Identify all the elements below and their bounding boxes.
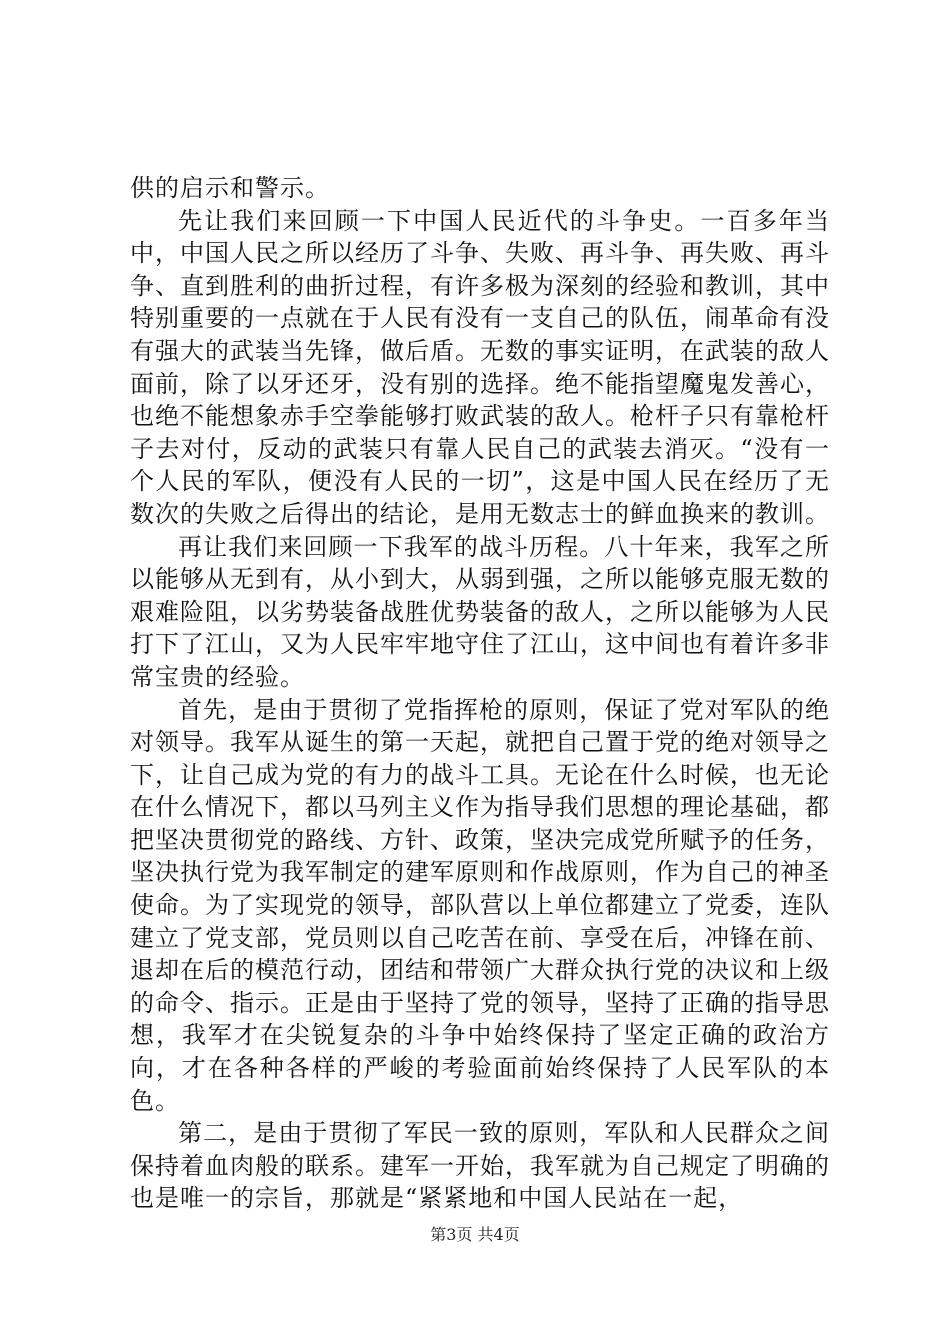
paragraph-army-people-unity: 第二，是由于贯彻了军民一致的原则，军队和人民群众之间保持着血肉般的联系。建军一开始，我军就为自己规定了明确的也是唯一的宗旨，那就是“紧紧地和中国人民站在一起， [130, 1119, 830, 1213]
paragraph-continuation: 供的启示和警示。 [130, 174, 330, 202]
paragraph-army-history: 再让我们来回顾一下我军的战斗历程。八十年来，我军之所以能够从无到有，从小到大，从弱到强，之所以能够克服无数的艰难险阻，以劣势装备战胜优势装备的敌人，之所以能够为人民打下了江山，又为人民牢牢地守住了江山，这中间也有着许多非常宝贵的经验。 [130, 532, 830, 691]
paragraph-history-review: 先让我们来回顾一下中国人民近代的斗争史。一百多年当中，中国人民之所以经历了斗争、失败、再斗争、再失败、再斗争、直到胜利的曲折过程，有许多极为深刻的经验和教训，其中特别重要的一点就在于人民有没有一支自己的队伍，闹革命有没有强大的武装当先锋，做后盾。无数的事实证明，在武装的敌人面前，除了以牙还牙，没有别的选择。绝不能指望魔鬼发善心，也绝不能想象赤手空拳能够打败武装的敌人。枪杆子只有靠枪杆子去对付，反动的武装只有靠人民自己的武装去消灭。“没有一个人民的军队，便没有人民的一切”，这是中国人民在经历了无数次的失败之后得出的结论，是用无数志士的鲜血换来的教训。 [130, 206, 830, 528]
paragraph-party-leadership: 首先，是由于贯彻了党指挥枪的原则，保证了党对军队的绝对领导。我军从诞生的第一天起，就把自己置于党的绝对领导之下，让自己成为党的有力的战斗工具。无论在什么时候，也无论在什么情况下，都以马列主义作为指导我们思想的理论基础，都把坚决贯彻党的路线、方针、政策，坚决完成党所赋予的任务，坚决执行党为我军制定的建军原则和作战原则，作为自己的神圣使命。为了实现党的领导，部队营以上单位都建立了党委，连队建立了党支部，党员则以自己吃苦在前、享受在后，冲锋在前、退却在后的模范行动，团结和带领广大群众执行党的决议和上级的命令、指示。正是由于坚持了党的领导，坚持了正确的指导思想，我军才在尖锐复杂的斗争中始终保持了坚定正确的政治方向，才在各种各样的严峻的考验面前始终保持了人民军队的本色。 [130, 695, 830, 1115]
page-number-footer: 第3页 共4页 [430, 1225, 520, 1244]
document-body [130, 172, 830, 1215]
